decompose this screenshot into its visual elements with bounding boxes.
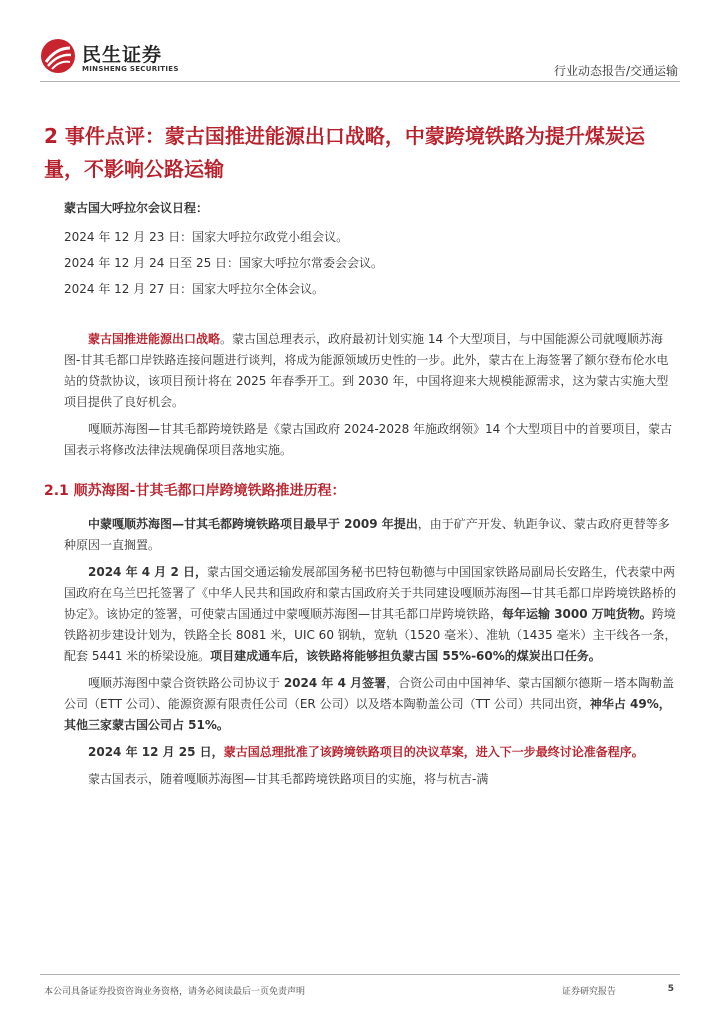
schedule-item: 2024 年 12 月 27 日：国家大呼拉尔全体会议。 — [64, 282, 325, 296]
brand-logo — [40, 38, 180, 78]
paragraph-text: 蒙古国交通运输发展部国务秘书巴特包勒德与中国国家铁路局副局长安路生，代表蒙中两国政府在乌兰巴托签署了《中华人民共和国政府和蒙古国政府关于共同建设嘎顺苏海图—甘其毛都口岸跨境铁路桥的协定》。该协定的签署，可使蒙古国通过中蒙嘎顺苏海图—甘其毛都口岸跨境铁路， — [64, 565, 677, 621]
footer-divider — [40, 974, 680, 975]
schedule-title: 蒙古国大呼拉尔会议日程： — [64, 201, 209, 215]
paragraph-text: 跨境铁路初步建设计划为，铁路全长 8081 米，UIC 60 钢轨，宽轨（1520 毫米）、准轨（1435 毫米）主干线各一条，配套 5441 米的桥梁设施。 — [64, 607, 677, 663]
brand-name-cn: 民生证券 — [82, 44, 163, 66]
page-number: 5 — [667, 984, 674, 994]
paragraph-joint-venture — [64, 673, 678, 736]
bold-text: 每年运输 3000 万吨货物。 — [502, 607, 652, 621]
paragraph-energy-strategy — [64, 329, 678, 413]
paragraph-text: 嘎顺苏海图中蒙合资铁路公司协议于 — [88, 676, 284, 690]
bold-text: 2024 年 4 月 2 日， — [88, 565, 207, 579]
bold-text: 项目建成通车后，该铁路将能够担负蒙古国 55%-60%的煤炭出口任务。 — [210, 649, 601, 663]
bold-text: 神华占 49%，其他三家蒙古国公司占 51%。 — [64, 697, 671, 732]
minsheng-logo-icon — [40, 38, 76, 74]
paragraph-text: 。蒙古国总理表示，政府最初计划实施 14 个大型项目，与中国能源公司就嘎顺苏海图-甘其毛都口岸铁路连接问题进行谈判，将成为能源领域历史性的一步。此外，蒙古在上海签署了额尔登布伦水电站的贷款协议，该项目预计将在 2025 年春季开工。到 2030 年，中国将迎来大规模能源需求，这为蒙古实施大型项目提供了良好机会。 — [64, 332, 669, 409]
paragraph-project-priority: 嘎顺苏海图—甘其毛都跨境铁路是《蒙古国政府 2024-2028 年施政纲领》14 个大型项目中的首要项目，蒙古国表示将修改法律法规确保项目落地实施。 — [64, 422, 673, 457]
paragraph-approval — [64, 742, 678, 763]
paragraph-text: ，合资公司由中国神华、蒙古国额尔德斯－塔本陶勒盖公司（ETT 公司）、能源资源有限责任公司（ER 公司）以及塔本陶勒盖公司（TT 公司）共同出资， — [64, 676, 675, 711]
paragraph-text: ，由于矿产开发、轨距争议、蒙古政府更替等多种原因一直搁置。 — [64, 517, 670, 552]
schedule-item: 2024 年 12 月 24 日至 25 日：国家大呼拉尔常委会会议。 — [64, 256, 384, 270]
brand-name-en: MINSHENG SECURITIES — [82, 65, 179, 73]
footer-disclaimer: 本公司具备证券投资咨询业务资格，请务必阅读最后一页免责声明 — [44, 987, 306, 997]
header-divider — [40, 81, 680, 82]
subsection-title: 2.1 顺苏海图-甘其毛都口岸跨境铁路推进历程： — [44, 483, 346, 499]
paragraph-agreement — [64, 562, 678, 667]
bold-text: 2024 年 12 月 25 日， — [88, 745, 224, 759]
main-content — [44, 198, 678, 790]
paragraph-continuation: 蒙古国表示，随着嘎顺苏海图—甘其毛都跨境铁路项目的实施，将与杭吉-满 — [88, 772, 489, 786]
section-title: 2 事件点评：蒙古国推进能源出口战略，中蒙跨境铁路为提升煤炭运量，不影响公路运输 — [44, 124, 645, 181]
highlight-text: 蒙古国推进能源出口战略 — [88, 332, 221, 346]
bold-text: 中蒙嘎顺苏海图—甘其毛都跨境铁路项目最早于 2009 年提出 — [88, 517, 418, 531]
paragraph-history — [64, 514, 678, 556]
report-category: 行业动态报告/交通运输 — [553, 64, 678, 78]
highlight-text: 蒙古国总理批准了该跨境铁路项目的决议草案，进入下一步最终讨论准备程序。 — [223, 745, 644, 759]
schedule-item: 2024 年 12 月 23 日：国家大呼拉尔政党小组会议。 — [64, 230, 349, 244]
footer-report-type: 证券研究报告 — [562, 987, 617, 997]
bold-text: 2024 年 4 月签署 — [283, 676, 387, 690]
